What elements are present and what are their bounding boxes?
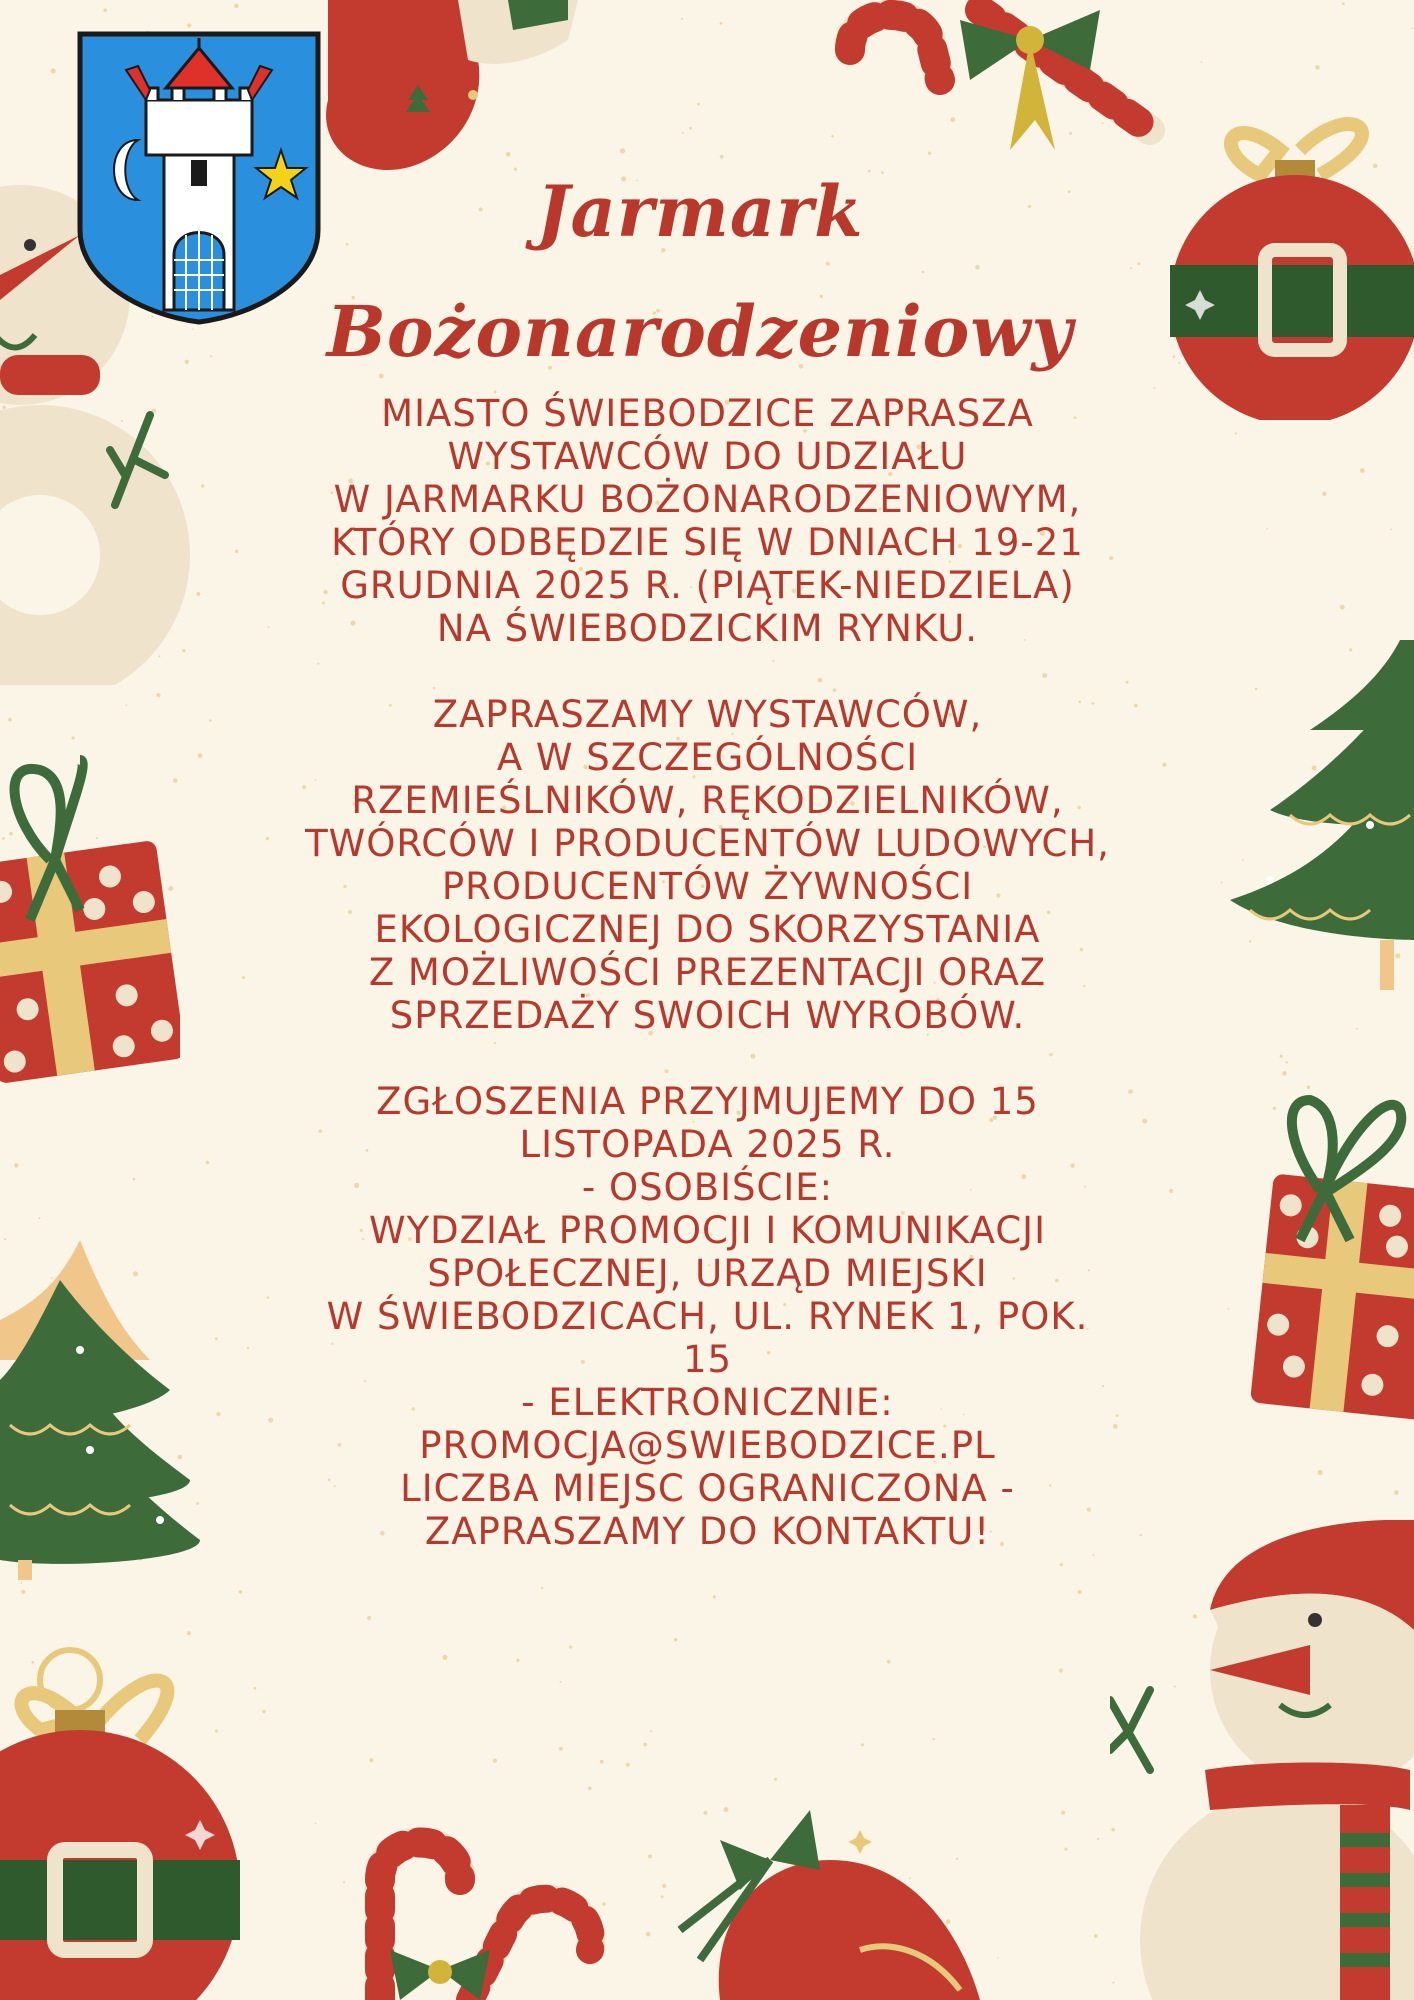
- text-line: LISTOPADA 2025 R.: [519, 1123, 896, 1166]
- christmas-tree-icon: [1230, 640, 1414, 1000]
- text-line: W ŚWIEBODZICACH, UL. RYNEK 1, POK.: [326, 1295, 1089, 1338]
- intro-paragraph: [235, 392, 1180, 650]
- text-line: NA ŚWIEBODZICKIM RYNKU.: [436, 607, 979, 650]
- paragraph-spacer: [235, 1037, 1180, 1080]
- text-line: KTÓRY ODBĘDZIE SIĘ W DNIACH 19-21: [331, 521, 1084, 564]
- applications-paragraph: [235, 1080, 1180, 1553]
- text-line: SPRZEDAŻY SWOICH WYROBÓW.: [389, 994, 1026, 1037]
- christmas-tree-icon: [0, 1240, 200, 1580]
- text-line: Z MOŻLIWOŚCI PREZENTACJI ORAZ: [368, 951, 1047, 994]
- text-line: SPOŁECZNEJ, URZĄD MIEJSKI: [427, 1252, 988, 1295]
- ornament-ball-icon: [1170, 90, 1414, 420]
- candy-cane-icon: [350, 1810, 630, 2000]
- paragraph-spacer: [235, 650, 1180, 693]
- email-address: PROMOCJA@SWIEBODZICE.PL: [419, 1424, 996, 1467]
- text-line: EKOLOGICZNEJ DO SKORZYSTANIA: [374, 908, 1041, 951]
- bell-icon: [660, 1800, 1000, 2000]
- title-line-1: Jarmark: [536, 170, 864, 253]
- text-line: GRUDNIA 2025 R. (PIĄTEK-NIEDZIELA): [340, 564, 1075, 607]
- text-line: 15: [682, 1338, 733, 1381]
- gift-box-icon: [1240, 1070, 1414, 1430]
- announcement-body: [235, 392, 1180, 1553]
- text-line: TWÓRCÓW I PRODUCENTÓW LUDOWYCH,: [305, 822, 1110, 865]
- text-line: LICZBA MIEJSC OGRANICZONA -: [400, 1467, 1015, 1510]
- text-line: ZGŁOSZENIA PRZYJMUJEMY DO 15: [376, 1080, 1039, 1123]
- snowman-icon: [1110, 1520, 1414, 2000]
- text-line: PRODUCENTÓW ŻYWNOŚCI: [441, 865, 974, 908]
- text-line: MIASTO ŚWIEBODZICE ZAPRASZA: [381, 392, 1034, 435]
- text-line: WYSTAWCÓW DO UDZIAŁU: [447, 435, 968, 478]
- text-line: ZAPRASZAMY DO KONTAKTU!: [424, 1510, 991, 1553]
- text-line: WYDZIAŁ PROMOCJI I KOMUNIKACJI: [369, 1209, 1046, 1252]
- text-line: ZAPRASZAMY WYSTAWCÓW,: [432, 693, 983, 736]
- gift-box-icon: [0, 750, 180, 1110]
- text-line: A W SZCZEGÓLNOŚCI: [496, 736, 919, 779]
- candy-cane-icon: [830, 0, 1170, 170]
- title-line-2: Bożonarodzeniowy: [326, 290, 1074, 373]
- text-line: RZEMIEŚLNIKÓW, RĘKODZIELNIKÓW,: [351, 779, 1064, 822]
- invitation-paragraph: [235, 693, 1180, 1037]
- text-line: - OSOBIŚCIE:: [581, 1166, 834, 1209]
- christmas-stocking-icon: [318, 0, 588, 180]
- ornament-ball-icon: [0, 1640, 260, 2000]
- text-line: W JARMARKU BOŻONARODZENIOWYM,: [333, 478, 1082, 521]
- text-line: - ELEKTRONICZNIE:: [521, 1381, 894, 1424]
